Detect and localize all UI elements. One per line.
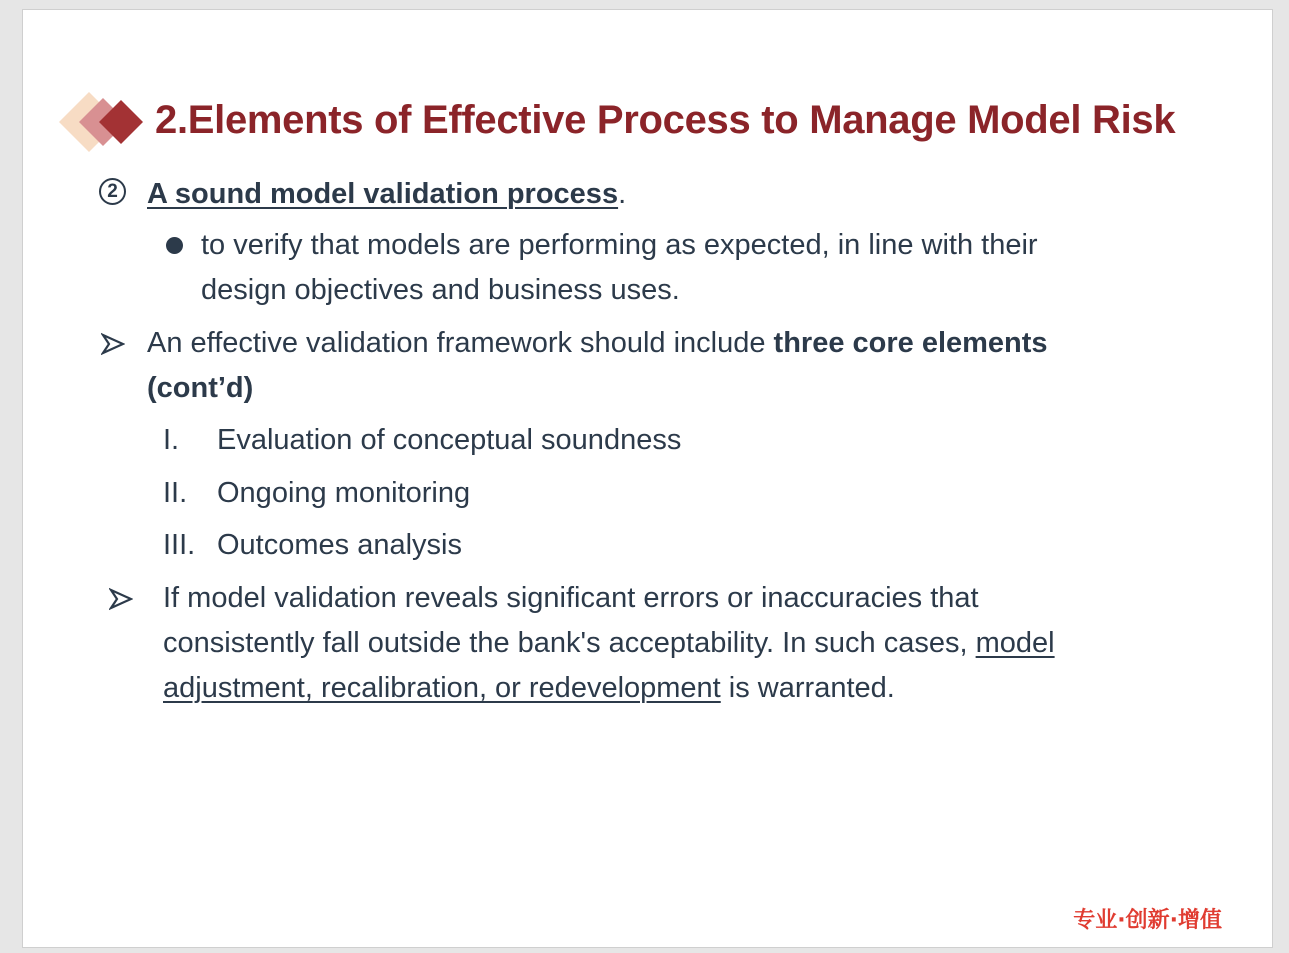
bullet3-line3: [163, 666, 895, 711]
element-numeral: I.: [163, 424, 180, 456]
bullet2-text: An effective validation framework should include: [147, 327, 774, 359]
section-heading: [147, 172, 626, 217]
bullet3-underlined-text: adjustment, recalibration, or redevelopment: [163, 672, 721, 704]
element-label: Evaluation of conceptual soundness: [217, 424, 682, 456]
bullet1-line2: design objectives and business uses.: [201, 274, 680, 306]
bullet-dot-icon: [166, 237, 183, 254]
element-label: Outcomes analysis: [217, 529, 462, 561]
bullet3-line3-text: is warranted.: [720, 672, 895, 704]
bullet2-line1: [147, 321, 1048, 366]
arrow-bullet-icon: [109, 587, 133, 611]
bullet3-line2-text: consistently fall outside the bank's acceptability. In such cases,: [163, 627, 976, 659]
slide: [22, 9, 1273, 948]
element-numeral: III.: [163, 529, 196, 561]
element-numeral: II.: [163, 477, 188, 509]
bullet1-line1: to verify that models are performing as expected, in line with their: [201, 229, 1038, 261]
arrow-bullet-icon: [101, 332, 125, 356]
bullet2-line2: (cont’d): [147, 372, 254, 404]
bullet3-underlined-text: model: [975, 627, 1055, 659]
slide-title: 2.Elements of Effective Process to Manage Model Risk: [155, 98, 1176, 142]
footer-slogan: 专业·创新·增值: [1073, 908, 1222, 933]
section-heading-suffix: .: [618, 178, 627, 210]
diamond-logo-icon: [55, 90, 147, 152]
element-label: Ongoing monitoring: [217, 477, 471, 509]
bullet2-bold-text: three core elements: [773, 327, 1048, 359]
circled-number-icon: 2: [99, 178, 126, 205]
section-heading-text: A sound model validation process: [147, 178, 619, 210]
bullet3-line1: If model validation reveals significant errors or inaccuracies that: [163, 582, 979, 614]
bullet3-line2: [163, 621, 1055, 666]
